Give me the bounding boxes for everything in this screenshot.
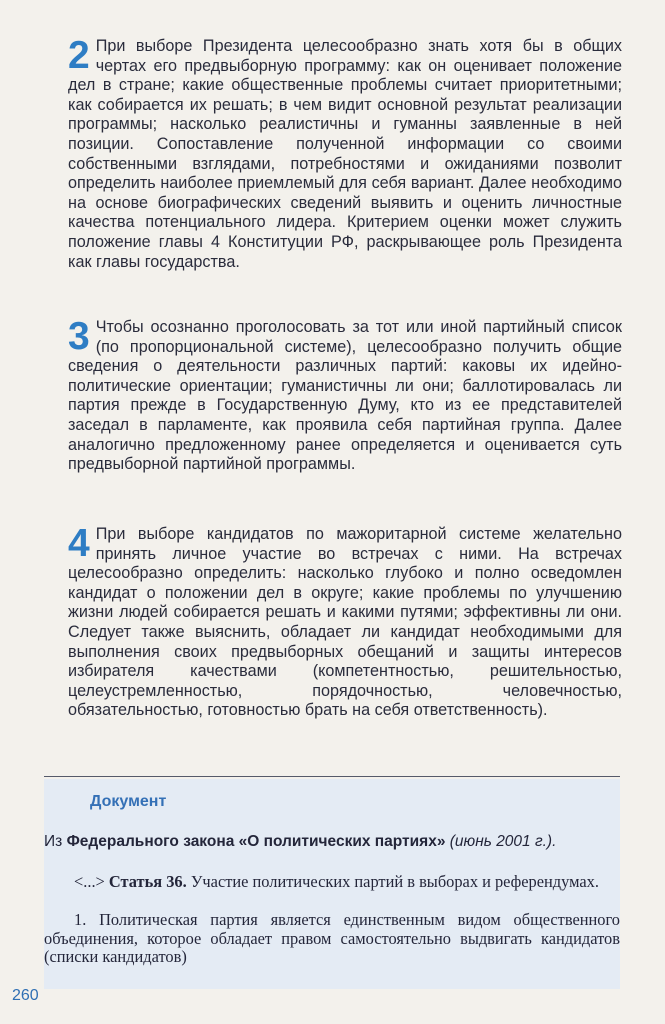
article-prefix: <...>: [74, 872, 105, 891]
item-number: 2: [68, 34, 90, 77]
recommendation-item-2: [68, 34, 622, 272]
item-number: 3: [68, 315, 90, 358]
item-text: При выборе Президента целесообразно знать хотя бы в общих чертах его предвыборную программу: как он оценивает положение дел в стране; какие общественные проблемы считает приоритетными; как собирается их решать; в чем видит основной результат реализации программы; насколько реалистичны и гуманны заявленные в ней позиции. Сопоставление полученной информации со своими собственными взглядами, потребностями и ожиданиями позволит определить наиболее приемлемый для себя вариант. Далее необходимо на основе биографических сведений выявить и оценить личностные качества потенциального лидера. Критерием оценки может служить положение главы 4 Конституции РФ, раскрывающее роль Президента как главы государства.: [68, 37, 622, 271]
recommendation-item-4: [68, 522, 622, 721]
document-heading: Документ: [90, 793, 167, 810]
source-date: (июнь 2001 г.).: [449, 833, 557, 850]
recommendation-item-3: [68, 315, 622, 475]
item-text: При выборе кандидатов по мажоритарной системе желательно принять личное участие во встречах с ними. На встречах целесообразно определить: насколько глубоко и полно осведомлен кандидат о положении дел в округе; какие проблемы по улучшению жизни людей собирается решать и какими путями; эффективны ли они. Следует также выяснить, обладает ли кандидат необходимыми для выполнения своих предвыборных обещаний и защиты интересов избирателя качествами (компетентностью, решительностью, целеустремленностью, порядочностью, человечностью, обязательностью, готовностью брать на себя ответственность).: [68, 525, 622, 720]
item-text: Чтобы осознанно проголосовать за тот или иной партийный список (по пропорциональной системе), целесообразно получить общие сведения о деятельности различных партий: каковы их идейно-политические ориентации; гуманистичны ли они; баллотировалась ли партия прежде в Государственную Думу, кто из ее представителей заседал в парламенте, как проявила себя партийная группа. Далее аналогично предложенному ранее определяется и оценивается суть предвыборной партийной программы.: [68, 318, 622, 474]
item-number: 4: [68, 522, 90, 565]
document-paragraph: [44, 911, 620, 967]
source-prefix: Из: [44, 833, 63, 850]
source-title: Федерального закона «О политических партиях»: [66, 833, 446, 850]
section-divider: [44, 776, 620, 777]
article-text: Участие политических партий в выборах и референдумах.: [190, 872, 599, 891]
page-number: 260: [12, 987, 39, 1004]
paragraph-text: 1. Политическая партия является единственным видом общественного объединения, которое обладает правом самостоятельно выдвигать кандидатов (списки кандидатов): [44, 910, 620, 967]
document-source: [44, 832, 620, 851]
article-title: Статья 36.: [108, 872, 187, 891]
document-article: [44, 873, 620, 892]
